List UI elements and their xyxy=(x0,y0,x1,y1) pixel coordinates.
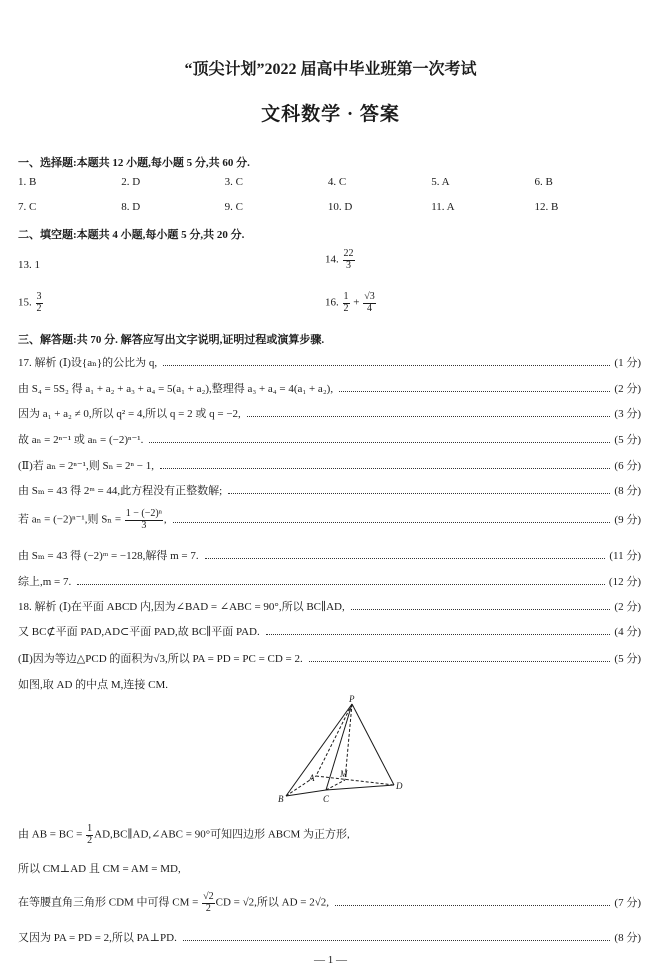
q18-step: 又 BC⊄平面 PAD,AD⊂平面 PAD,故 BC∥平面 PAD. (4 分) xyxy=(18,626,641,638)
choice-answer: 3. C xyxy=(224,176,243,188)
choice-answer: 5. A xyxy=(431,176,450,188)
edge-PB xyxy=(286,704,352,796)
fill-answer-16: 16. $\frac{1}{2}$ + $\frac{√3}{4}$ xyxy=(325,291,375,314)
choice-answer: 12. B xyxy=(534,201,559,213)
label-D: D xyxy=(396,781,403,791)
q17-step: 由 Sₘ = 43 得 (−2)ᵐ = −128,解得 m = 7. (11 分) xyxy=(18,550,641,562)
q17-step: 综上,m = 7. (12 分) xyxy=(18,576,641,588)
edge-BC xyxy=(286,790,326,796)
q17-step: 由 Sₘ = 43 得 2ᵐ = 44,此方程没有正整数解; (8 分) xyxy=(18,485,641,497)
choice-answers-row-1 xyxy=(18,176,638,188)
choice-answer: 7. C xyxy=(18,201,37,213)
choice-answers-row-2 xyxy=(18,201,638,213)
choice-answer: 8. D xyxy=(121,201,141,213)
q17-step: 因为 a₁ + a₂ ≠ 0,所以 q² = 4,所以 q = 2 或 q = −2, (3 分) xyxy=(18,408,641,420)
q17-step: 故 aₙ = 2ⁿ⁻¹ 或 aₙ = (−2)ⁿ⁻¹. (5 分) xyxy=(18,434,641,446)
fill-answer-15: 15. $\frac{3}{2}$ xyxy=(18,291,42,314)
q17-step: 由 S₄ = 5S₂ 得 a₁ + a₂ + a₃ + a₄ = 5(a₁ + a₂),整理得 a₃ + a₄ = 4(a₁ + a₂), (2 分) xyxy=(18,383,641,395)
q18-conclusion-1: 由 AB = BC = $\frac{1}{2}$ AD,BC∥AD,∠ABC = 90°可知四边形 ABCM 为正方形, xyxy=(18,823,350,846)
exam-title: “顶尖计划”2022 届高中毕业班第一次考试 xyxy=(184,61,477,78)
section-2-heading: 二、填空题:本题共 4 小题,每小题 5 分,共 20 分. xyxy=(18,229,245,241)
page-number: — 1 — xyxy=(314,954,347,966)
label-A: A xyxy=(309,773,315,783)
exam-subtitle: 文科数学 · 答案 xyxy=(261,104,400,125)
q18-conclusion-3: 在等腰直角三角形 CDM 中可得 CM = $\frac{√2}{2}$ CD = √2,所以 AD = 2√2, (7 分) xyxy=(18,891,641,914)
choice-answer: 1. B xyxy=(18,176,37,188)
choice-answer: 2. D xyxy=(121,176,141,188)
q18-conclusion-2: 所以 CM⊥AD 且 CM = AM = MD, xyxy=(18,863,181,875)
q18-step: 18. 解析 (Ⅰ)在平面 ABCD 内,因为∠BAD = ∠ABC = 90°,所以 BC∥AD, (2 分) xyxy=(18,601,641,613)
label-B: B xyxy=(278,794,284,804)
edge-CD xyxy=(326,785,394,790)
label-P: P xyxy=(349,694,355,704)
choice-answer: 10. D xyxy=(327,201,353,213)
q18-step: (Ⅱ)因为等边△PCD 的面积为√3,所以 PA = PD = PC = CD = 2. (5 分) xyxy=(18,653,641,665)
q17-step-fraction: 若 aₙ = (−2)ⁿ⁻¹,则 Sₙ = $\frac{\text{1 − (−2)ⁿ}}{3}$ , (9 分) xyxy=(18,508,641,531)
edge-PC xyxy=(326,704,352,790)
choice-answer: 6. B xyxy=(534,176,553,188)
label-C: C xyxy=(323,794,330,804)
choice-answer: 9. C xyxy=(224,201,243,213)
section-1-heading: 一、选择题:本题共 12 小题,每小题 5 分,共 60 分. xyxy=(18,157,250,169)
choice-answer: 4. C xyxy=(327,176,347,188)
fill-answer-13: 13. 1 xyxy=(18,259,40,271)
q18-conclusion-4: 又因为 PA = PD = 2,所以 PA⊥PD. (8 分) xyxy=(18,932,641,944)
section-3-heading: 三、解答题:共 70 分. 解答应写出文字说明,证明过程或演算步骤. xyxy=(18,334,325,346)
pyramid-figure xyxy=(270,694,410,810)
label-M: M xyxy=(340,769,348,779)
q18-figure-intro: 如图,取 AD 的中点 M,连接 CM. xyxy=(18,679,169,691)
q17-step: 17. 解析 (Ⅰ)设{aₙ}的公比为 q, (1 分) xyxy=(18,357,641,369)
q17-step: (Ⅱ)若 aₙ = 2ⁿ⁻¹,则 Sₙ = 2ⁿ − 1, (6 分) xyxy=(18,460,641,472)
choice-answer: 11. A xyxy=(431,201,455,213)
edge-PD xyxy=(352,704,394,785)
fill-answer-14: 14. $\frac{22}{3}$ xyxy=(325,248,354,271)
